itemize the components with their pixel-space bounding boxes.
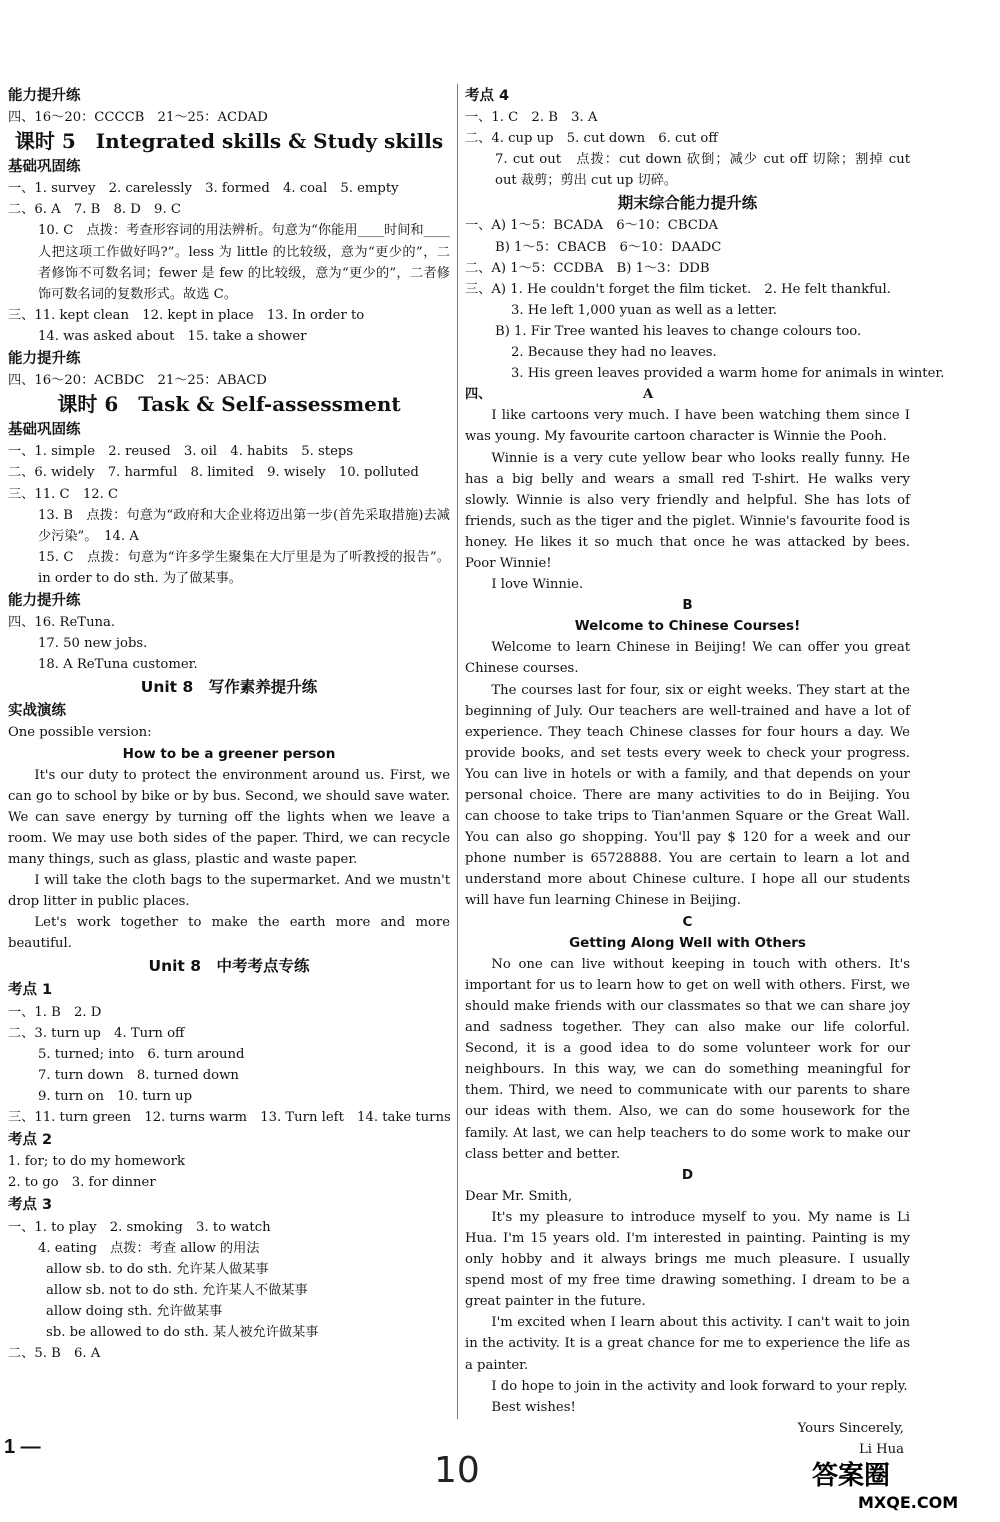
left-line: 一、1. survey 2. carelessly 3. formed 4. coal 5. empty	[8, 181, 399, 197]
left-line: Unit 8 写作素养提升练	[140, 678, 318, 697]
left-line: 10. C 点拨：考查形容词的用法辨析。句意为“你能用____时间和____人把这项工作做好吗?”。less 为 little 的比较级，意为“更少的”，二者修饰不可数名词；fewer 是 few 的比较级，意为“更少的”，二者修饰可数名词的复数形式。故选 C。	[38, 223, 450, 302]
left-line: One possible version:	[8, 725, 152, 741]
left-line: 一、1. B 2. D	[8, 1004, 102, 1020]
right-line: The courses last for four, six or eight weeks. They start at the beginning of July. Our teachers are well-trained and have a lot of experience. They teach Chinese classes for four hours a day. We provide books, and set tests every week to check your progress. You can live in hotels or with a family, and that depends on your personal choice. There are many activities to do in Beijing. You can choose to take trips to Tian'anmen Square or the Great Wall. You can also go shopping. You'll pay $ 120 for a week and our phone number is 65728888. You are certain to learn a lot and understand more about Chinese culture. I hope all our students will have fun learning Chinese in Beijing.	[465, 682, 910, 909]
left-line: 考点 2	[8, 1132, 53, 1149]
right-line: B	[682, 597, 693, 614]
left-line: 四、16～20：CCCCB 21～25：ACDAD	[8, 110, 268, 126]
right-line: 三、A) 1. He couldn't forget the film ticket. 2. He felt thankful.	[465, 281, 891, 297]
left-line: allow sb. not to do sth. 允许某人不做某事	[46, 1282, 308, 1298]
left-line: 13. B 点拨：句意为“政府和大企业将迈出第一步(首先采取措施)去减少污染”。 14. A	[38, 507, 450, 544]
left-line: 5. turned; into 6. turn around	[38, 1046, 245, 1062]
page-number: 1 —	[4, 1436, 41, 1458]
right-line: 一、1. C 2. B 3. A	[465, 110, 598, 126]
left-line: 4. eating 点拨：考查 allow 的用法	[38, 1240, 260, 1256]
left-line: 能力提升练	[8, 592, 81, 609]
left-line: It's our duty to protect the environment around us. First, we can go to school by bike or by bus. Second, we should save water. We can save energy by turning off the lights when we leave a room. We may use both sides of the paper. Third, we can recycle many things, such as glass, plastic and waste paper.	[8, 767, 450, 867]
left-line: 14. was asked about 15. take a shower	[38, 328, 307, 344]
right-line: Winnie is a very cute yellow bear who looks really funny. He has a big belly and wears a small red T-shirt. He walks very slowly. Winnie is also very friendly and helpful. She has lots of friends, such as the tiger and the piglet. Winnie's favourite food is honey. He likes it so much that once he was attacked by bees. Poor Winnie!	[465, 450, 910, 571]
right-line: 期末综合能力提升练	[617, 194, 758, 213]
left-line: 能力提升练	[8, 88, 81, 104]
right-line: 7. cut out 点拨：cut down 砍倒；减少 cut off 切除；割掉 cut out 裁剪；剪出 cut up 切碎。	[495, 152, 910, 189]
right-line: It's my pleasure to introduce myself to you. My name is Li Hua. I'm 15 years old. I'm interested in painting. Painting is my only hobby and it always brings me much pleasure. I usually spend most of my free time drawing something. I dream to be a great painter in the future.	[465, 1209, 910, 1310]
right-line: 3. His green leaves provided a warm home for animals in winter.	[511, 366, 945, 382]
left-line: 二、6. A 7. B 8. D 9. C	[8, 202, 181, 218]
left-line: 三、11. turn green 12. turns warm 13. Turn left 14. take turns	[8, 1110, 451, 1126]
left-line: How to be a greener person	[122, 745, 336, 762]
column-divider	[457, 84, 458, 1419]
right-line: Best wishes!	[491, 1399, 576, 1415]
right-line: D	[681, 1166, 694, 1183]
left-line: 1. for; to do my homework	[8, 1154, 185, 1170]
left-line: 三、11. kept clean 12. kept in place 13. In order to	[8, 307, 365, 323]
right-line: 二、4. cup up 5. cut down 6. cut off	[465, 131, 718, 147]
left-line: 考点 1	[8, 982, 53, 999]
right-line: 2. Because they had no leaves.	[511, 345, 717, 361]
right-line: 3. He left 1,000 yuan as well as a letter.	[511, 302, 777, 318]
right-line: Welcome to Chinese Courses!	[574, 618, 801, 635]
left-line: 四、16～20：ACBDC 21～25：ABACD	[8, 373, 267, 389]
left-line: I will take the cloth bags to the supermarket. And we mustn't drop litter in public places.	[8, 873, 450, 910]
left-line: 15. C 点拨：句意为“许多学生聚集在大厅里是为了听教授的报告”。in order to do sth. 为了做某事。	[38, 549, 450, 586]
left-line: allow doing sth. 允许做某事	[46, 1303, 223, 1319]
left-line: allow sb. to do sth. 允许某人做某事	[46, 1261, 269, 1277]
left-line: 18. A ReTuna customer.	[38, 657, 198, 673]
right-line: Li Hua	[858, 1441, 904, 1457]
left-line: 7. turn down 8. turned down	[38, 1067, 239, 1083]
left-line: 能力提升练	[8, 351, 81, 368]
right-column	[465, 84, 945, 1460]
left-line: 二、6. widely 7. harmful 8. limited 9. wisely 10. polluted	[8, 465, 419, 481]
right-line: Dear Mr. Smith,	[465, 1188, 573, 1204]
left-line: 四、16. ReTuna.	[8, 615, 116, 631]
right-line: 一、A) 1～5：BCADA 6～10：CBCDA	[465, 218, 718, 234]
left-line: 17. 50 new jobs.	[38, 636, 148, 652]
watermark-logo	[808, 1456, 986, 1512]
left-line: 二、3. turn up 4. Turn off	[8, 1025, 185, 1041]
handwritten-page-mark: 10	[434, 1450, 480, 1491]
left-line: 二、5. B 6. A	[8, 1346, 101, 1362]
left-line: 9. turn on 10. turn up	[38, 1088, 193, 1104]
right-line: 考点 4	[465, 88, 510, 104]
left-line: 一、1. to play 2. smoking 3. to watch	[8, 1219, 271, 1235]
right-line: C	[682, 913, 693, 930]
left-line: 考点 3	[8, 1197, 53, 1214]
left-line: Unit 8 中考考点专练	[148, 957, 310, 976]
left-line: 2. to go 3. for dinner	[8, 1175, 156, 1191]
left-column	[8, 84, 450, 1364]
right-line: Welcome to learn Chinese in Beijing! We can offer you great Chinese courses.	[465, 640, 910, 677]
right-line: B) 1～5：CBACB 6～10：DAADC	[495, 239, 722, 255]
right-line: B) 1. Fir Tree wanted his leaves to change colours too.	[495, 323, 862, 339]
watermark-url: MXQE.COM	[858, 1493, 959, 1512]
right-line: I love Winnie.	[491, 577, 584, 593]
right-line: Getting Along Well with Others	[569, 934, 806, 951]
left-line: 实战演练	[8, 703, 66, 720]
left-line: 三、11. C 12. C	[8, 486, 119, 502]
right-line: 四、 A	[465, 387, 654, 403]
right-line: I'm excited when I learn about this activity. I can't wait to join in the activity. It is a great chance for me to experience the life as a painter.	[465, 1315, 910, 1373]
left-line: Let's work together to make the earth more and more beautiful.	[8, 915, 450, 952]
left-line: 一、1. simple 2. reused 3. oil 4. habits 5. steps	[8, 444, 354, 460]
left-line: 基础巩固练	[8, 159, 81, 176]
right-line: Yours Sincerely,	[797, 1420, 904, 1436]
left-line: 课时 5 Integrated skills & Study skills	[14, 129, 444, 154]
left-line: 课时 6 Task & Self-assessment	[57, 392, 401, 417]
right-line: I like cartoons very much. I have been watching them since I was young. My favourite cartoon character is Winnie the Pooh.	[465, 408, 910, 445]
watermark-logo-text: 答案圈	[812, 1461, 891, 1491]
left-line: 基础巩固练	[8, 422, 81, 439]
right-line: I do hope to join in the activity and look forward to your reply.	[491, 1378, 908, 1394]
right-line: 二、A) 1～5：CCDBA B) 1～3：DDB	[465, 260, 710, 276]
left-line: sb. be allowed to do sth. 某人被允许做某事	[46, 1324, 319, 1340]
right-line: No one can live without keeping in touch with others. It's important for us to learn how to get on well with others. First, we should make friends with our classmates so that we can share joy and sadness together. They can also make our life colorful. Second, it is a good idea to do some volunteer work for our neighbours. In this way, we can do something meaningful for them. Third, we need to communicate with our parents to share our ideas with them. Also, we can do some housework for the family. At last, we can help teachers to do some work to make our class better and better.	[465, 956, 910, 1162]
